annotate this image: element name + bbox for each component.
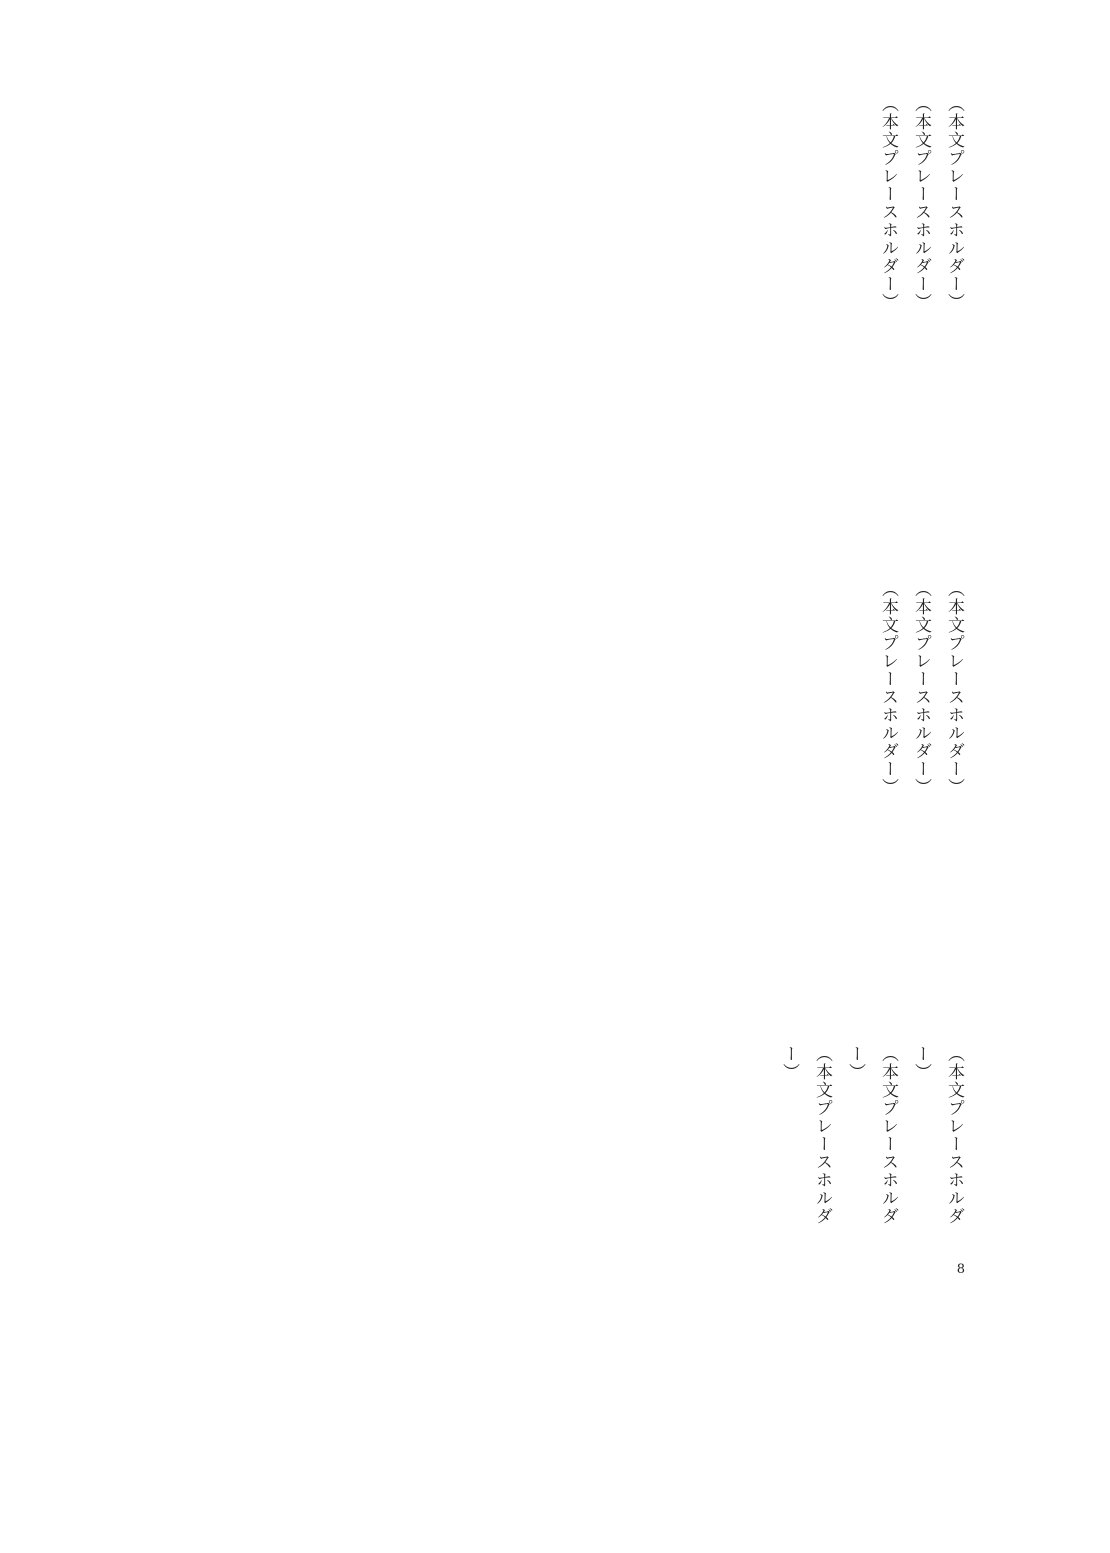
text-column: （本文プレースホルダー） [911, 1045, 964, 1225]
text-column: （本文プレースホルダー） [911, 580, 931, 796]
text-tier-top [150, 95, 970, 545]
text-tier-middle [150, 580, 970, 1030]
page-number: 8 [956, 1262, 965, 1277]
text-column: （本文プレースホルダー） [779, 1045, 832, 1225]
text-column: （本文プレースホルダー） [944, 95, 964, 311]
text-column: （本文プレースホルダー） [944, 580, 964, 796]
text-tier-bottom [150, 1045, 970, 1245]
text-column: （本文プレースホルダー） [878, 95, 898, 311]
text-column: （本文プレースホルダー） [911, 95, 931, 311]
text-column: （本文プレースホルダー） [878, 580, 898, 796]
text-column: （本文プレースホルダー） [845, 1045, 898, 1225]
